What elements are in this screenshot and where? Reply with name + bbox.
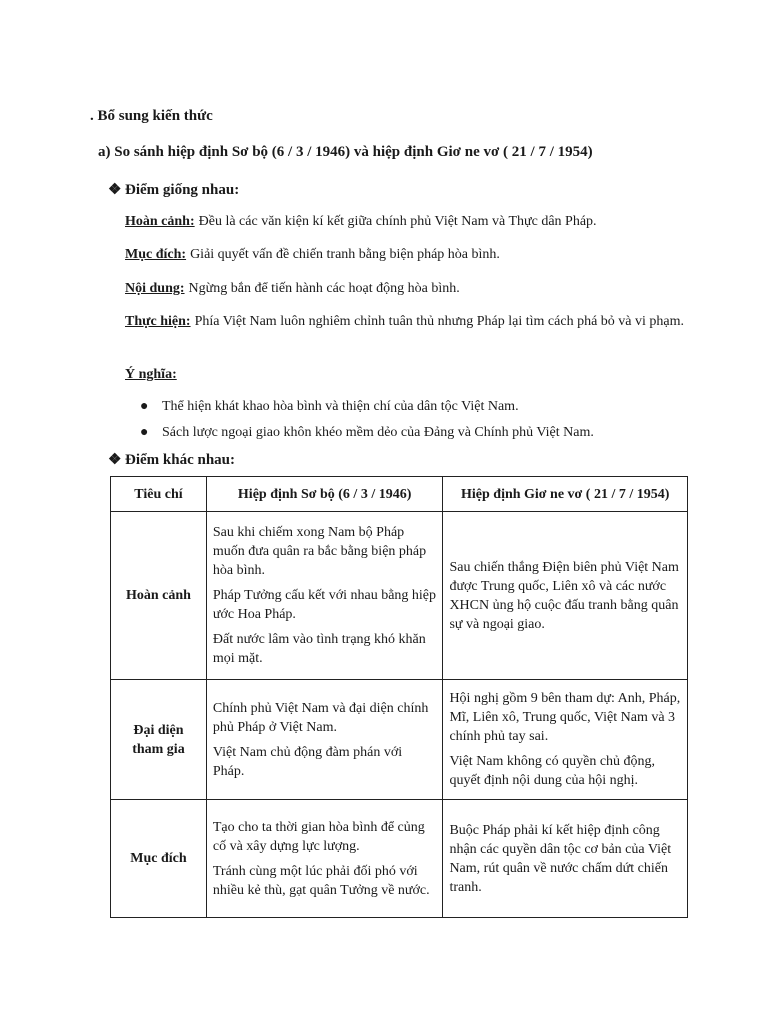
section-heading: . Bổ sung kiến thức xyxy=(90,108,213,124)
comparison-table xyxy=(110,476,688,918)
table-header-cell: Hiệp định Sơ bộ (6 / 3 / 1946) xyxy=(206,477,443,512)
table-header-cell: Hiệp định Giơ ne vơ ( 21 / 7 / 1954) xyxy=(443,477,688,512)
similarities-title: Điểm giống nhau: xyxy=(125,182,240,198)
cell-paragraph: Tránh cùng một lúc phải đối phó với nhiều kẻ thù, gạt quân Tưởng về nước. xyxy=(212,863,430,898)
similarity-label: Mục đích: xyxy=(125,247,187,262)
cell-paragraph: Việt Nam không có quyền chủ động, quyết định nội dung của hội nghị. xyxy=(449,754,656,788)
table-cell xyxy=(443,512,688,680)
meaning-bullet xyxy=(140,397,519,417)
row-criterion: Hoàn cảnh xyxy=(111,512,207,680)
table-row xyxy=(111,512,688,680)
meaning-bullet-text: Thể hiện khát khao hòa bình và thiện chí của dân tộc Việt Nam. xyxy=(162,399,519,414)
diamond-bullet-icon: ❖ xyxy=(108,182,122,198)
meaning-bullet-text: Sách lược ngoại giao khôn khéo mềm dẻo của Đảng và Chính phủ Việt Nam. xyxy=(162,425,594,440)
similarity-item xyxy=(125,312,685,332)
similarity-item xyxy=(125,245,685,265)
bullet-dot-icon: ● xyxy=(140,425,149,440)
similarity-label: Hoàn cảnh: xyxy=(125,214,195,229)
cell-paragraph: Pháp Tưởng cấu kết với nhau bằng hiệp ước Hoa Pháp. xyxy=(212,588,437,622)
similarity-text: Phía Việt Nam luôn nghiêm chỉnh tuân thủ nhưng Pháp lại tìm cách phá bỏ và vi phạm. xyxy=(194,314,684,329)
table-cell xyxy=(206,680,443,800)
row-criterion: Đại diện tham gia xyxy=(111,680,207,800)
meaning-label: Ý nghĩa: xyxy=(125,367,177,382)
similarity-text: Đều là các văn kiện kí kết giữa chính phủ Việt Nam và Thực dân Pháp. xyxy=(198,214,597,229)
similarity-label: Nội dung: xyxy=(125,281,185,296)
subsection-heading: a) So sánh hiệp định Sơ bộ (6 / 3 / 1946) và hiệp định Giơ ne vơ ( 21 / 7 / 1954) xyxy=(98,144,593,160)
table-cell xyxy=(443,800,688,918)
similarity-item xyxy=(125,212,685,232)
similarity-text: Ngừng bắn để tiến hành các hoạt động hòa bình. xyxy=(188,281,460,296)
cell-paragraph: Đất nước lâm vào tình trạng khó khăn mọi mặt. xyxy=(212,632,426,666)
similarity-item xyxy=(125,279,685,299)
row-criterion: Mục đích xyxy=(111,800,207,918)
similarities-heading xyxy=(108,180,239,199)
table-cell xyxy=(443,680,688,800)
cell-paragraph: Việt Nam chủ động đàm phán với Pháp. xyxy=(212,744,403,779)
cell-paragraph: Buộc Pháp phải kí kết hiệp định công nhận các quyền dân tộc cơ bản của Việt Nam, rút quân về nước chấm dứt chiến tranh. xyxy=(449,822,672,895)
cell-paragraph: Sau khi chiếm xong Nam bộ Pháp muốn đưa quân ra bắc bằng biện pháp hòa bình. xyxy=(212,525,427,578)
table-header-row xyxy=(111,477,688,512)
cell-paragraph: Sau chiến thắng Điện biên phủ Việt Nam được Trung quốc, Liên xô và các nước XHCN ủng hộ cuộc đấu tranh bằng quân sự và ngoại giao. xyxy=(449,559,679,632)
table-row xyxy=(111,800,688,918)
meaning-heading xyxy=(125,365,685,385)
meaning-bullet xyxy=(140,423,594,443)
similarity-text: Giải quyết vấn đề chiến tranh bằng biện pháp hòa bình. xyxy=(190,247,500,262)
differences-title: Điểm khác nhau: xyxy=(125,452,236,468)
cell-paragraph: Tạo cho ta thời gian hòa bình để củng cố và xây dựng lực lượng. xyxy=(212,819,425,854)
table-cell xyxy=(206,512,443,680)
cell-paragraph: Chính phủ Việt Nam và đại diện chính phủ Pháp ở Việt Nam. xyxy=(212,700,429,735)
similarity-label: Thực hiện: xyxy=(125,314,191,329)
differences-heading xyxy=(108,450,235,469)
cell-paragraph: Hội nghị gồm 9 bên tham dự: Anh, Pháp, Mĩ, Liên xô, Trung quốc, Việt Nam và 3 chính phủ tay sai. xyxy=(449,691,681,744)
bullet-dot-icon: ● xyxy=(140,399,149,414)
diamond-bullet-icon: ❖ xyxy=(108,452,122,468)
table-row xyxy=(111,680,688,800)
table-header-cell: Tiêu chí xyxy=(111,477,207,512)
table-cell xyxy=(206,800,443,918)
